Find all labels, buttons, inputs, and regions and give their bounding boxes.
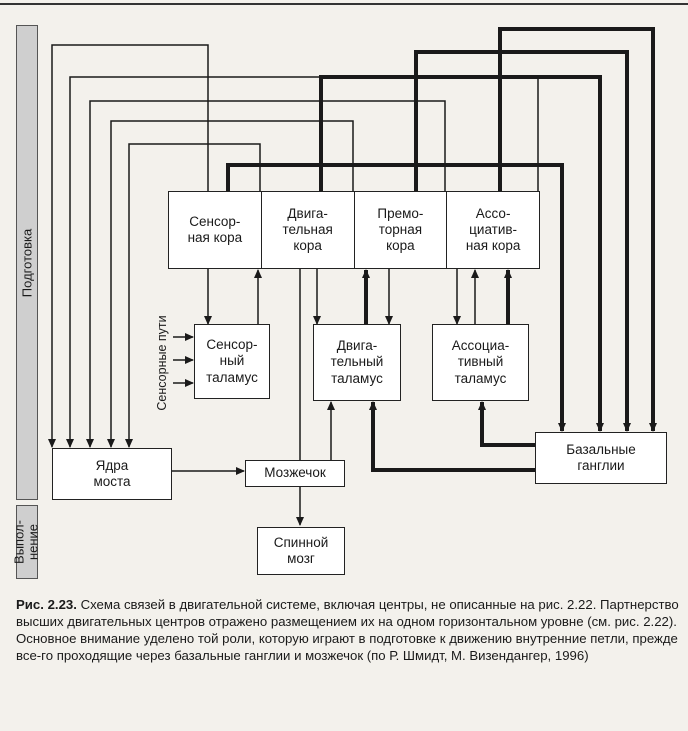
execution-label: Выпол- нение bbox=[11, 520, 41, 564]
motor-thalamus-box: Двига- тельный таламус bbox=[313, 324, 401, 401]
cerebellum-box: Мозжечок bbox=[245, 460, 345, 487]
associative-cortex-box: Ассо- циатив- ная кора bbox=[465, 205, 521, 254]
sensory-cortex-box: Сенсор- ная кора bbox=[169, 192, 262, 268]
caption-text: Схема связей в двигательной системе, включая центры, не описанные на рис. 2.22. Партнерство высших двигательных центров отражено размещением их на одном горизонтальном уровне (см. рис. 2.22). Основное внимание уделено той роли, которую играют в подготовке к движению внутренние петли, прежде все-го проходящие через базальные ганглии и мозжечок (по Р. Шмидт, М. Визендангер, 1996) bbox=[16, 597, 679, 663]
figure-caption bbox=[16, 596, 681, 664]
associative-thalamus-box: Ассоциа- тивный таламус bbox=[432, 324, 529, 401]
sensory-inputs-label: Сенсорные пути bbox=[155, 315, 169, 411]
basal-to-assoc-thalamus-line bbox=[482, 402, 535, 445]
execution-sidebar bbox=[11, 505, 41, 579]
pontine-nuclei-box: Ядра моста bbox=[52, 448, 172, 500]
preparation-label: Подготовка bbox=[19, 228, 35, 297]
sensory-cortex-to-pontine-line bbox=[129, 144, 260, 447]
premotor-cortex-box: Премо- торная кора bbox=[355, 192, 448, 268]
spinal-cord-box: Спинной мозг bbox=[257, 527, 345, 575]
basal-to-motor-thalamus-line bbox=[373, 402, 535, 470]
figure-label: Рис. 2.23. bbox=[16, 597, 77, 612]
preparation-sidebar bbox=[16, 25, 38, 500]
cortex-row bbox=[168, 191, 540, 269]
motor-cortex-box: Двига- тельная кора bbox=[262, 192, 355, 268]
basal-ganglia-box: Базальные ганглии bbox=[535, 432, 667, 484]
sensory-thalamus-box: Сенсор- ный таламус bbox=[194, 324, 270, 399]
